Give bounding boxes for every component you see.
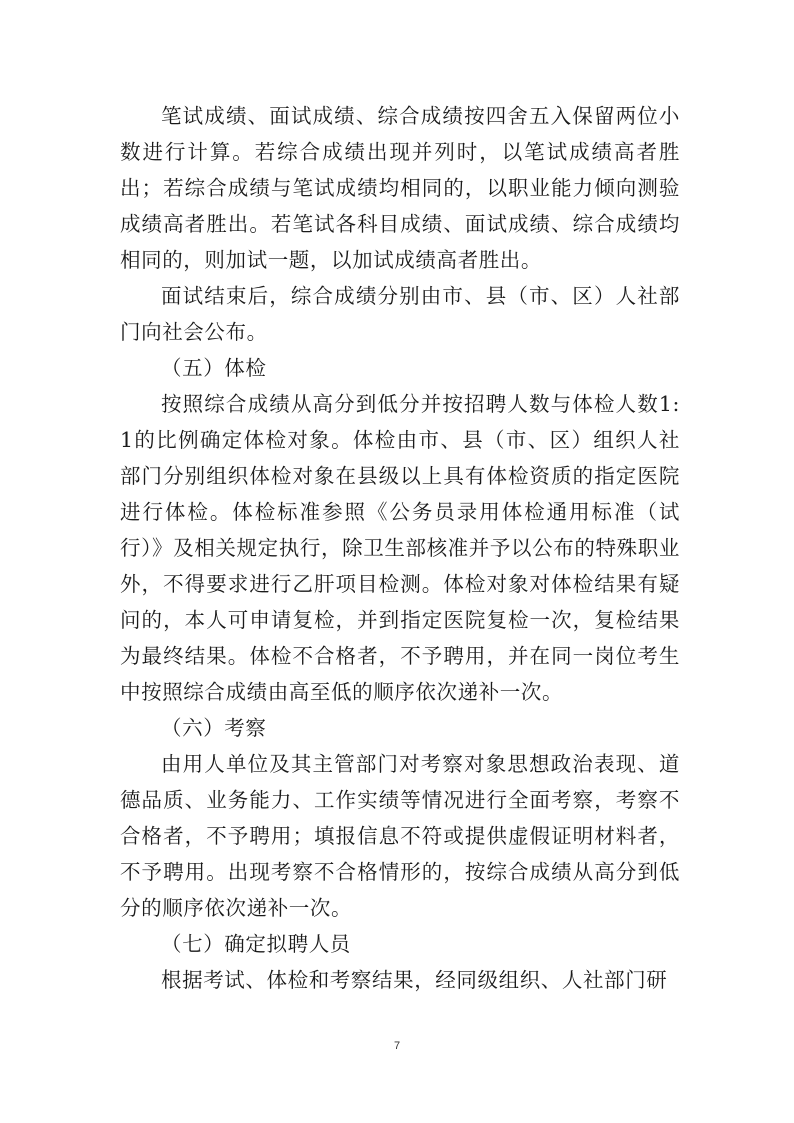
section-heading-inspection: （六）考察 xyxy=(161,716,267,740)
document-body xyxy=(120,98,680,998)
paragraph-inspection: 由用人单位及其主管部门对考察对象思想政治表现、道德品质、业务能力、工作实绩等情况进行全面考察，考察不合格者，不予聘用；填报信息不符或提供虚假证明材料者，不予聘用。出现考察不合格情形的，按综合成绩从高分到低分的顺序依次递补一次。 xyxy=(120,752,680,920)
paragraph-physical-exam: 按照综合成绩从高分到低分并按招聘人数与体检人数1:1的比例确定体检对象。体检由市、县（市、区）组织人社部门分别组织体检对象在县级以上具有体检资质的指定医院进行体检。体检标准参照《公务员录用体检通用标准（试行）》及相关规定执行，除卫生部核准并予以公布的特殊职业外，不得要求进行乙肝项目检测。体检对象对体检结果有疑问的，本人可申请复检，并到指定医院复检一次，复检结果为最终结果。体检不合格者，不予聘用，并在同一岗位考生中按照综合成绩由高至低的顺序依次递补一次。 xyxy=(120,392,680,704)
page-number: 7 xyxy=(393,1040,401,1052)
section-heading-proposed-hires: （七）确定拟聘人员 xyxy=(161,932,351,956)
paragraph-proposed-hires: 根据考试、体检和考察结果，经同级组织、人社部门研 xyxy=(161,968,668,992)
paragraph-score-rules: 笔试成绩、面试成绩、综合成绩按四舍五入保留两位小数进行计算。若综合成绩出现并列时，以笔试成绩高者胜出；若综合成绩与笔试成绩均相同的，以职业能力倾向测验成绩高者胜出。若笔试各科目成绩、面试成绩、综合成绩均相同的，则加试一题，以加试成绩高者胜出。 xyxy=(120,104,680,272)
paragraph-score-publication: 面试结束后，综合成绩分别由市、县（市、区）人社部门向社会公布。 xyxy=(120,284,680,344)
section-heading-physical-exam: （五）体检 xyxy=(161,356,267,380)
